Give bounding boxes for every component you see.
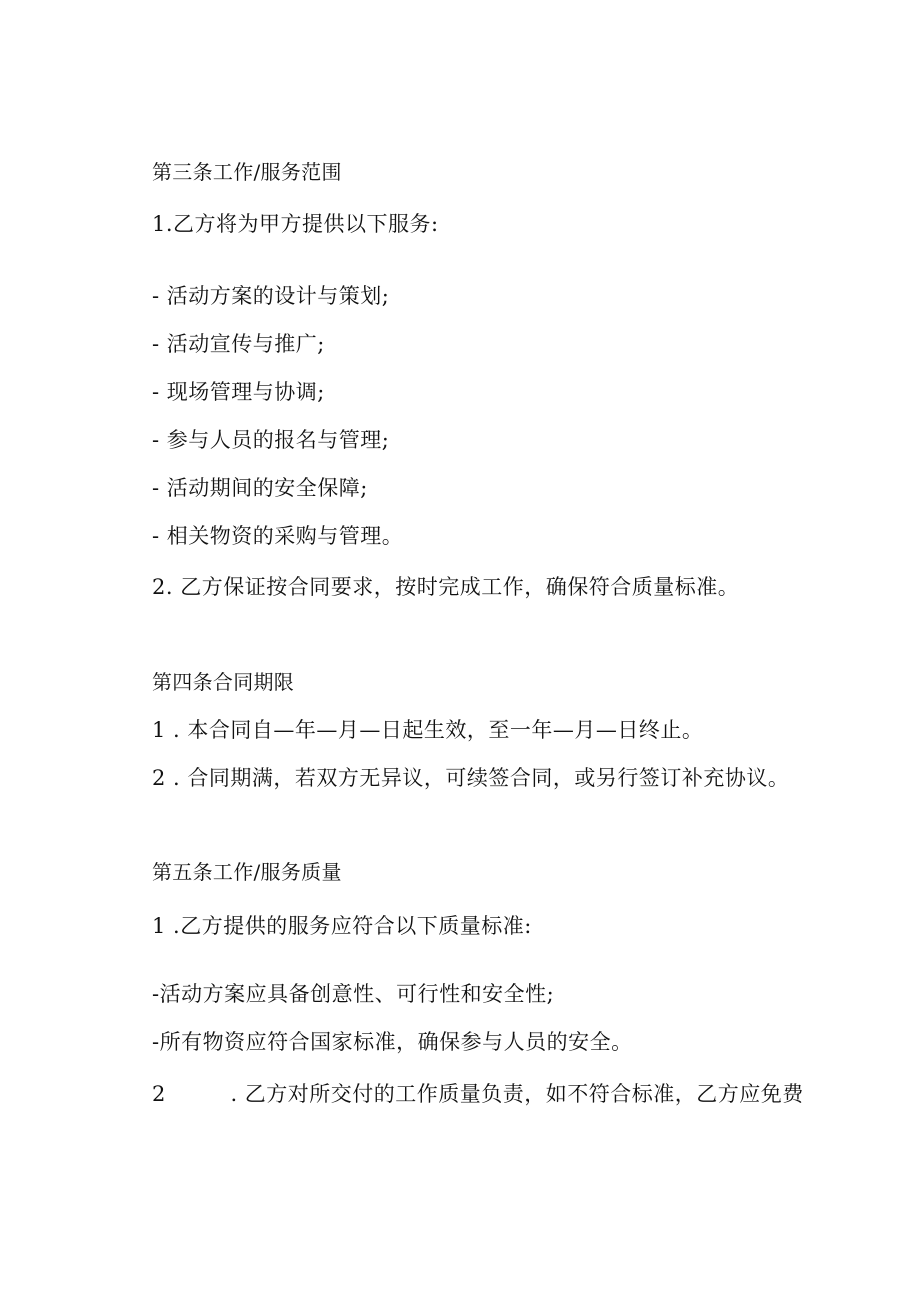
section-3-item-1: 1.乙方将为甲方提供以下服务: (152, 212, 439, 236)
section-3-bullet: - 现场管理与协调; (152, 380, 325, 404)
section-4-heading: 第四条合同期限 (152, 670, 295, 694)
section-3-heading: 第三条工作/服务范围 (152, 160, 342, 184)
section-3-item-2: 2. 乙方保证按合同要求，按时完成工作，确保符合质量标准。 (152, 575, 740, 599)
section-5-bullet: -所有物资应符合国家标准，确保参与人员的安全。 (152, 1030, 633, 1054)
section-3-bullet: - 相关物资的采购与管理。 (152, 524, 404, 548)
section-4-item-1: 1 . 本合同自—年—月—日起生效，至一年—月—日终止。 (152, 718, 704, 742)
section-5-bullet: -活动方案应具备创意性、可行性和安全性; (152, 982, 555, 1006)
section-3-bullet: - 活动方案的设计与策划; (152, 284, 390, 308)
section-3-bullet: - 活动宣传与推广; (152, 332, 325, 356)
section-5-item-1: 1 .乙方提供的服务应符合以下质量标准: (152, 914, 532, 938)
section-5-item-2: 2 . 乙方对所交付的工作质量负责，如不符合标准，乙方应免费 (152, 1082, 804, 1106)
section-4-item-2: 2 . 合同期满，若双方无异议，可续签合同，或另行签订补充协议。 (152, 766, 790, 790)
section-5-heading: 第五条工作/服务质量 (152, 860, 342, 884)
section-3-bullet: - 参与人员的报名与管理; (152, 428, 390, 452)
section-3-bullet: - 活动期间的安全保障; (152, 476, 368, 500)
